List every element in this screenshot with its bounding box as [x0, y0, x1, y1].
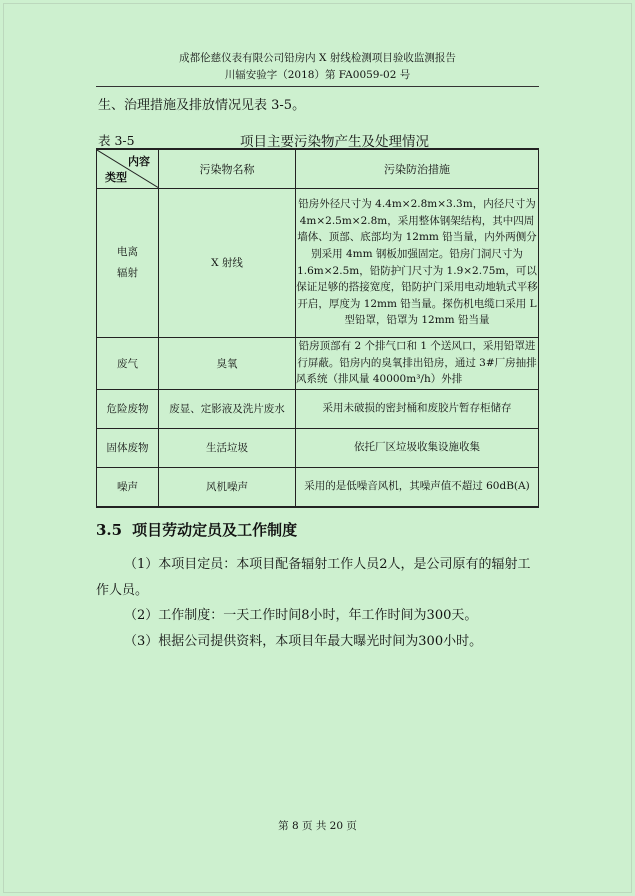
row-pollutant: 废显、定影液及洗片废水: [159, 389, 296, 428]
table-number: 表 3-5: [98, 133, 135, 148]
section-heading: [96, 519, 297, 540]
table-title: 项目主要污染物产生及处理情况: [240, 134, 429, 150]
table-row: [97, 389, 539, 428]
row-type: 电离 辐射: [97, 188, 159, 337]
diagonal-header-cell: [97, 149, 159, 188]
pollutant-table: [96, 148, 539, 508]
section-number: 3.5: [96, 521, 123, 539]
paragraph-exposure-time: （3）根据公司提供资料，本项目年最大曝光时间为300小时。: [124, 634, 483, 649]
header-pollutant: 污染物名称: [159, 149, 296, 188]
row-measures: 铅房外径尺寸为 4.4m×2.8m×3.3m，内径尺寸为 4m×2.5m×2.8m，采用整体钢架结构，其中四周墙体、顶部、底部均为 12mm 铅当量，内外两侧分别采用 4mm 钢板加强固定。铅房门洞尺寸为 1.6m×2.5m，铅防护门尺寸为 1.9×2.75m，可以保证足够的搭接宽度，铅防护门采用电动地轨式平移开启，厚度为 12mm 铅当量。探伤机电缆口采用 L 型铅罩，铅罩为 12mm 铅当量: [296, 188, 539, 337]
row-pollutant: 生活垃圾: [159, 428, 296, 467]
header-measures: 污染防治措施: [296, 149, 539, 188]
report-title: 成都伦慈仪表有限公司铅房内 X 射线检测项目验收监测报告: [179, 52, 456, 64]
page-header: [100, 50, 535, 84]
table-row: [97, 467, 539, 507]
section-title: 项目劳动定员及工作制度: [132, 521, 298, 539]
table-row: [97, 428, 539, 467]
page-footer: 第 8 页 共 20 页: [278, 820, 357, 832]
row-measures: 依托厂区垃圾收集设施收集: [296, 428, 539, 467]
row-measures: 采用的是低噪音风机，其噪声值不超过 60dB(A): [296, 467, 539, 507]
row-pollutant: X 射线: [159, 188, 296, 337]
row-type: 固体废物: [97, 428, 159, 467]
paragraph-work-schedule: （2）工作制度：一天工作时间8小时，年工作时间为300天。: [124, 608, 478, 623]
table-header-row: [97, 149, 539, 188]
row-measures: 采用未破损的密封桶和废胶片暂存柜储存: [296, 389, 539, 428]
table-row: [97, 188, 539, 337]
row-type: 噪声: [97, 467, 159, 507]
intro-text: 生、治理措施及排放情况见表 3-5。: [98, 98, 306, 113]
table-row: [97, 337, 539, 389]
paragraph-staffing: （1）本项目定员：本项目配备辐射工作人员2人，是公司原有的辐射工作人员。: [96, 557, 531, 598]
row-pollutant: 风机噪声: [159, 467, 296, 507]
table-caption: [98, 130, 538, 148]
header-type-label: 类型: [105, 170, 127, 184]
header-rule: [96, 86, 539, 87]
row-type: 废气: [97, 337, 159, 389]
row-pollutant: 臭氧: [159, 337, 296, 389]
report-number: 川辐安验字（2018）第 FA0059-02 号: [224, 69, 411, 81]
row-type: 危险废物: [97, 389, 159, 428]
row-measures: 铅房顶部有 2 个排气口和 1 个送风口，采用铅罩进行屏蔽。铅房内的臭氧排出铅房，通过 3#厂房抽排风系统（排风量 40000m³/h）外排: [296, 337, 539, 389]
header-content-label: 内容: [128, 155, 150, 168]
